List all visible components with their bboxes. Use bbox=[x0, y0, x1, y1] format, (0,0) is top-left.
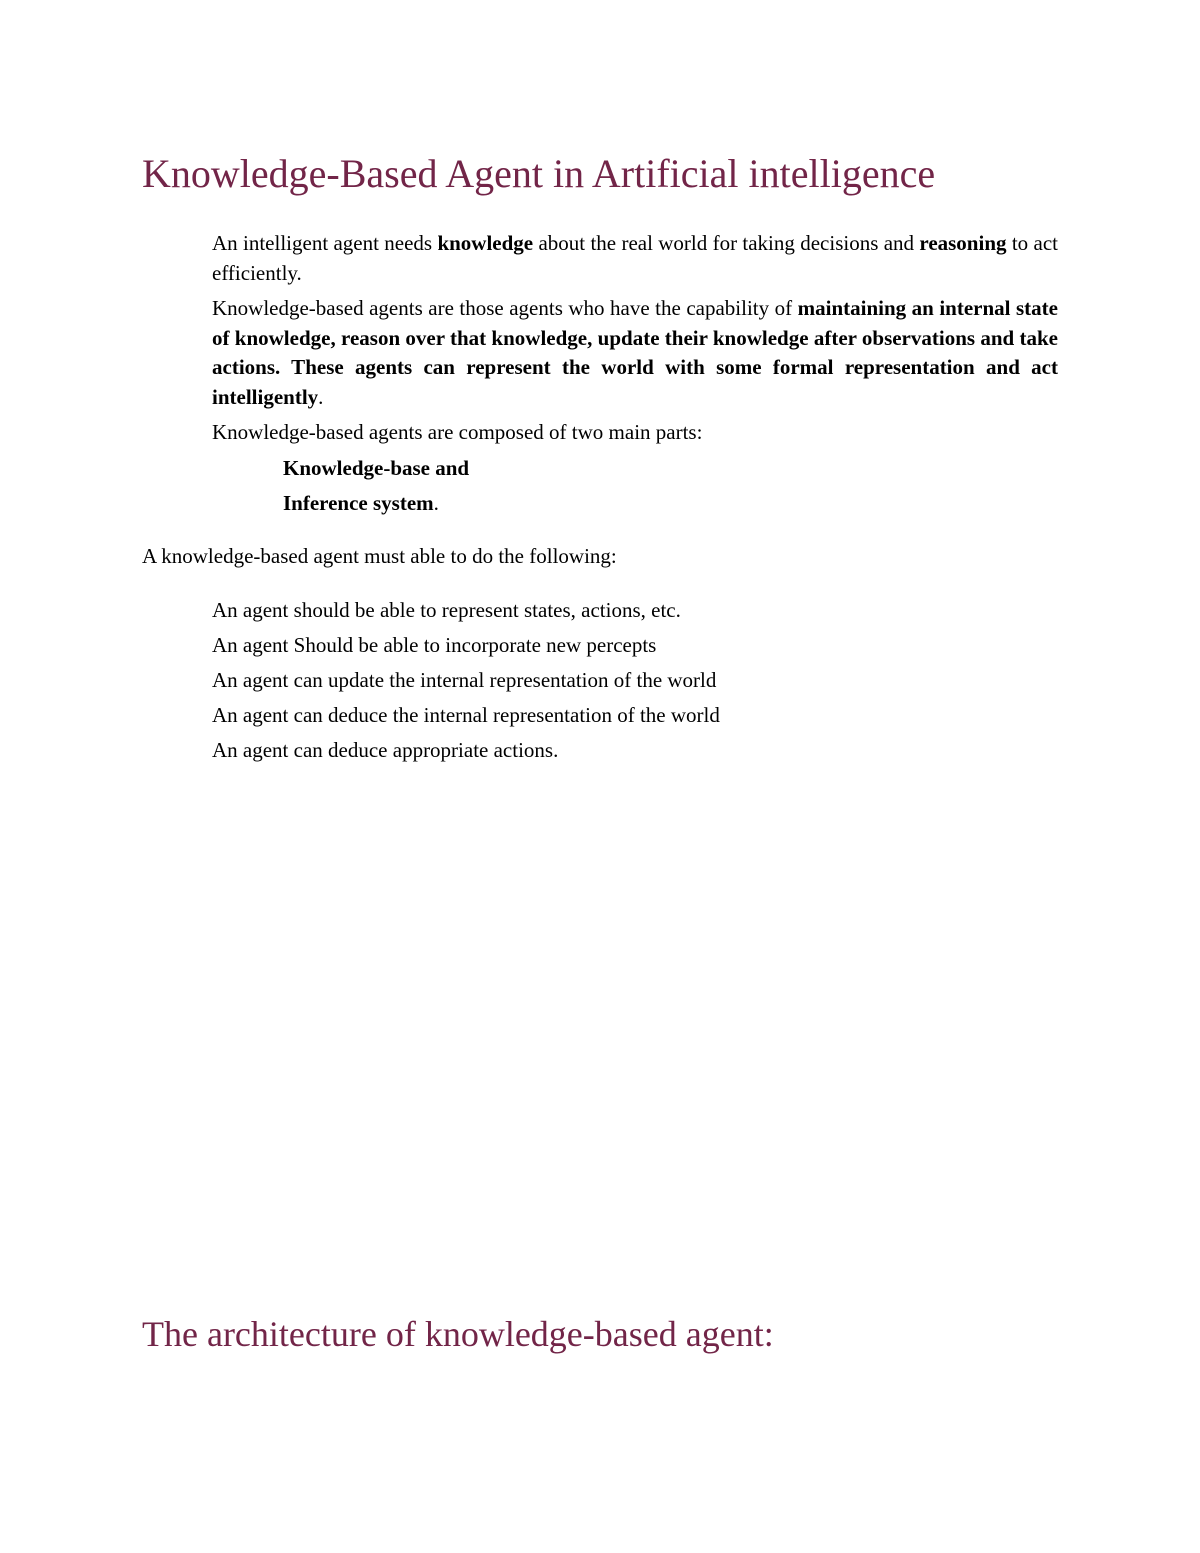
list-item bbox=[0, 294, 1058, 412]
page-title: Knowledge-Based Agent in Artificial intelligence bbox=[142, 151, 936, 196]
list-item-text: to act efficiently. bbox=[212, 231, 1058, 285]
intro-list bbox=[0, 229, 1058, 525]
requirements-list bbox=[0, 596, 1058, 771]
list-item-text: . bbox=[433, 491, 439, 515]
list-item bbox=[0, 666, 1058, 696]
list-item-text: Knowledge-based agents are those agents who have the capability of bbox=[212, 296, 798, 320]
list-item-text: An agent Should be able to incorporate new percepts bbox=[212, 633, 657, 657]
bold-term: knowledge bbox=[437, 231, 534, 255]
sub-list-item bbox=[0, 454, 983, 484]
list-item-text: An agent can deduce the internal representation of the world bbox=[212, 703, 720, 727]
list-item-text: . bbox=[318, 384, 324, 409]
bold-term: Inference system bbox=[283, 491, 434, 515]
requirements-intro: A knowledge-based agent must able to do the following: bbox=[142, 544, 617, 568]
bold-term: reasoning bbox=[919, 231, 1007, 255]
list-item bbox=[0, 596, 1058, 626]
list-item-text: An agent should be able to represent states, actions, etc. bbox=[212, 598, 681, 622]
list-item bbox=[0, 418, 1058, 448]
list-item-text: An agent can deduce appropriate actions. bbox=[212, 738, 559, 762]
section-heading: The architecture of knowledge-based agent: bbox=[142, 1314, 774, 1354]
list-item bbox=[0, 631, 1058, 661]
list-item-text: An agent can update the internal representation of the world bbox=[212, 668, 717, 692]
list-item bbox=[0, 736, 1058, 766]
list-item-text: about the real world for taking decisions and bbox=[533, 231, 920, 255]
list-item bbox=[0, 701, 1058, 731]
list-item-text: Knowledge-based agents are composed of two main parts: bbox=[212, 420, 703, 444]
bold-term: maintaining an internal state of knowledge, reason over that knowledge, update their knowledge after observations and take actions. These agents can represent the world with some formal representation and act intelligently bbox=[212, 296, 1058, 409]
bold-term: Knowledge-base and bbox=[283, 455, 470, 480]
sub-list-item bbox=[0, 489, 983, 519]
list-item-text: An intelligent agent needs bbox=[212, 231, 438, 255]
list-item bbox=[0, 229, 1058, 288]
